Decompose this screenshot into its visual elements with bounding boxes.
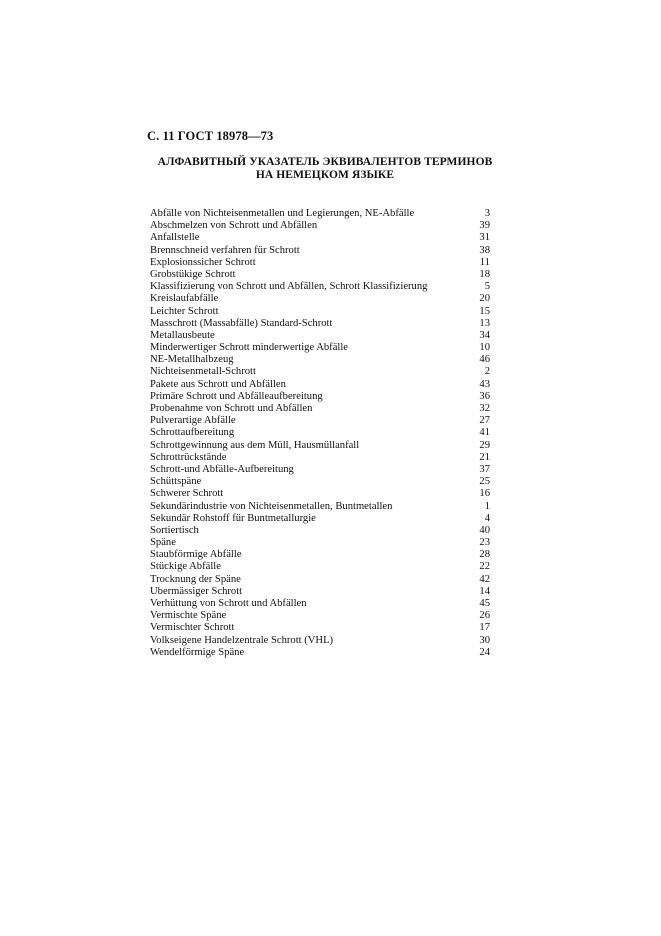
index-entry <box>150 427 490 439</box>
index-entry-number: 45 <box>479 598 490 609</box>
index-entry <box>150 330 490 342</box>
index-entry-term: Minderwertiger Schrott minderwertige Abfälle <box>150 342 348 354</box>
index-entry-term: Pakete aus Schrott und Abfällen <box>150 378 286 390</box>
index-title <box>150 156 500 182</box>
index-entry <box>150 574 490 586</box>
index-entry-term: Staubförmige Abfälle <box>150 549 242 561</box>
index-entry <box>150 610 490 622</box>
index-entry-number: 32 <box>479 403 490 414</box>
index-title-line-1: АЛФАВИТНЫЙ УКАЗАТЕЛЬ ЭКВИВАЛЕНТОВ ТЕРМИНОВ <box>157 156 493 168</box>
index-entry-number: 13 <box>479 317 490 329</box>
index-entry-number: 22 <box>479 561 490 573</box>
index-entry <box>150 452 490 464</box>
index-entry-number: 15 <box>479 305 490 317</box>
index-entry <box>150 354 490 366</box>
index-entry-term: Grobstükige Schrott <box>150 268 236 280</box>
index-entry <box>150 622 490 634</box>
index-entry-number: 29 <box>479 439 490 451</box>
index-entry-term: Brennschneid verfahren für Schrott <box>150 244 300 256</box>
index-entry-number: 43 <box>479 378 490 390</box>
index-entry <box>150 647 490 659</box>
index-entry <box>150 257 490 269</box>
index-entry <box>150 366 490 378</box>
index-entry-number: 23 <box>479 537 490 549</box>
index-entry <box>150 513 490 525</box>
index-entry-term: Kreislaufabfälle <box>150 293 219 305</box>
index-entry-term: Klassifizierung von Schrott und Abfällen, Schrott Klassifizierung <box>150 281 428 293</box>
index-entry-term: Schrottrückstände <box>150 451 227 463</box>
index-entry-number: 20 <box>479 293 490 305</box>
index-entry-term: Explosionssicher Schrott <box>150 256 256 268</box>
index-entry-number: 3 <box>484 208 490 219</box>
index-entry-term: Schrottgewinnung aus dem Müll, Hausmüllanfall <box>150 439 360 451</box>
index-entry-term: Vermischter Schrott <box>150 622 235 634</box>
index-entry-number: 36 <box>479 390 490 402</box>
index-entry <box>150 525 490 537</box>
index-entry-term: Probenahme von Schrott und Abfällen <box>150 403 313 414</box>
index-entry <box>150 415 490 427</box>
index-entry-number: 1 <box>484 500 490 512</box>
index-entry-number: 21 <box>479 451 490 463</box>
index-entry-term: Masschrott (Massabfälle) Standard-Schrott <box>150 317 333 329</box>
index-entry <box>150 501 490 513</box>
index-entry-number: 34 <box>479 329 490 341</box>
index-entry <box>150 598 490 610</box>
index-entry-term: Späne <box>150 537 176 549</box>
index-entry-term: Schrott-und Abfälle-Aufbereitung <box>150 463 294 475</box>
index-entry <box>150 306 490 318</box>
index-entry-number: 24 <box>479 646 490 658</box>
index-entry-term: Sortiertisch <box>150 524 199 536</box>
index-entry-number: 42 <box>479 573 490 585</box>
index-entry-number: 40 <box>479 524 490 536</box>
index-entry-term: Leichter Schrott <box>150 305 219 317</box>
index-title-line-2: НА НЕМЕЦКОМ ЯЗЫКЕ <box>255 169 395 181</box>
index-entry-term: Anfallstelle <box>150 232 200 244</box>
index-entry-number: 26 <box>479 610 490 622</box>
index-entry <box>150 440 490 452</box>
index-entry-number: 2 <box>484 366 490 378</box>
index-entry <box>150 342 490 354</box>
index-entry-term: Abschmelzen von Schrott und Abfällen <box>150 220 318 232</box>
index-entry <box>150 561 490 573</box>
index-entry <box>150 318 490 330</box>
index-entry-number: 28 <box>479 549 490 561</box>
index-entry-term: Metallausbeute <box>150 329 215 341</box>
index-entry <box>150 245 490 257</box>
index-entry-term: Primäre Schrott und Abfälleaufbereitung <box>150 390 323 402</box>
index-entry-number: 46 <box>479 354 490 366</box>
index-entry-term: NE-Metallhalbzeug <box>150 354 234 366</box>
index-entry-number: 5 <box>484 281 490 293</box>
index-entry <box>150 464 490 476</box>
index-entry <box>150 269 490 281</box>
index-entry-term: Ubermässiger Schrott <box>150 585 243 597</box>
index-entry-term: Nichteisenmetall-Schrott <box>150 366 256 378</box>
term-index-list <box>150 208 490 659</box>
index-entry-number: 11 <box>479 256 490 268</box>
index-entry-term: Sekundär Rohstoff für Buntmetallurgie <box>150 512 316 524</box>
index-entry <box>150 488 490 500</box>
index-entry-term: Abfälle von Nichteisenmetallen und Legierungen, NE-Abfälle <box>150 208 415 219</box>
index-entry-term: Wendelförmige Späne <box>150 646 245 658</box>
index-entry-number: 10 <box>479 342 490 354</box>
index-entry-number: 37 <box>479 463 490 475</box>
index-entry-number: 4 <box>484 512 490 524</box>
index-entry-term: Sekundärindustrie von Nichteisenmetallen, Buntmetallen <box>150 500 393 512</box>
index-entry <box>150 476 490 488</box>
index-entry <box>150 220 490 232</box>
index-entry-term: Trocknung der Späne <box>150 573 241 585</box>
index-entry-number: 39 <box>479 220 490 232</box>
index-entry-number: 16 <box>479 488 490 500</box>
index-entry-number: 27 <box>479 415 490 427</box>
index-entry-number: 30 <box>479 634 490 646</box>
index-entry <box>150 586 490 598</box>
index-entry <box>150 208 490 220</box>
index-entry <box>150 549 490 561</box>
index-entry-term: Schrottaufbereitung <box>150 427 235 439</box>
index-entry-number: 41 <box>479 427 490 439</box>
index-entry <box>150 281 490 293</box>
index-entry-number: 14 <box>479 585 490 597</box>
index-entry <box>150 403 490 415</box>
index-entry-term: Pulverartige Abfälle <box>150 415 236 427</box>
page-header: С. 11 ГОСТ 18978—73 <box>147 129 274 143</box>
index-entry-term: Schwerer Schrott <box>150 488 224 500</box>
index-entry-number: 31 <box>479 232 490 244</box>
index-entry-term: Verhüttung von Schrott und Abfällen <box>150 598 307 609</box>
index-entry <box>150 391 490 403</box>
index-entry-number: 38 <box>479 244 490 256</box>
index-entry-term: Vermischte Späne <box>150 610 227 622</box>
index-entry-term: Schüttspäne <box>150 476 202 488</box>
index-entry-term: Volkseigene Handelzentrale Schrott (VHL) <box>150 634 334 646</box>
index-entry-number: 18 <box>479 268 490 280</box>
index-entry <box>150 635 490 647</box>
index-entry <box>150 537 490 549</box>
index-entry-number: 17 <box>479 622 490 634</box>
index-entry-number: 25 <box>479 476 490 488</box>
index-entry <box>150 379 490 391</box>
index-entry <box>150 232 490 244</box>
index-entry <box>150 293 490 305</box>
index-entry-term: Stückige Abfälle <box>150 561 221 573</box>
